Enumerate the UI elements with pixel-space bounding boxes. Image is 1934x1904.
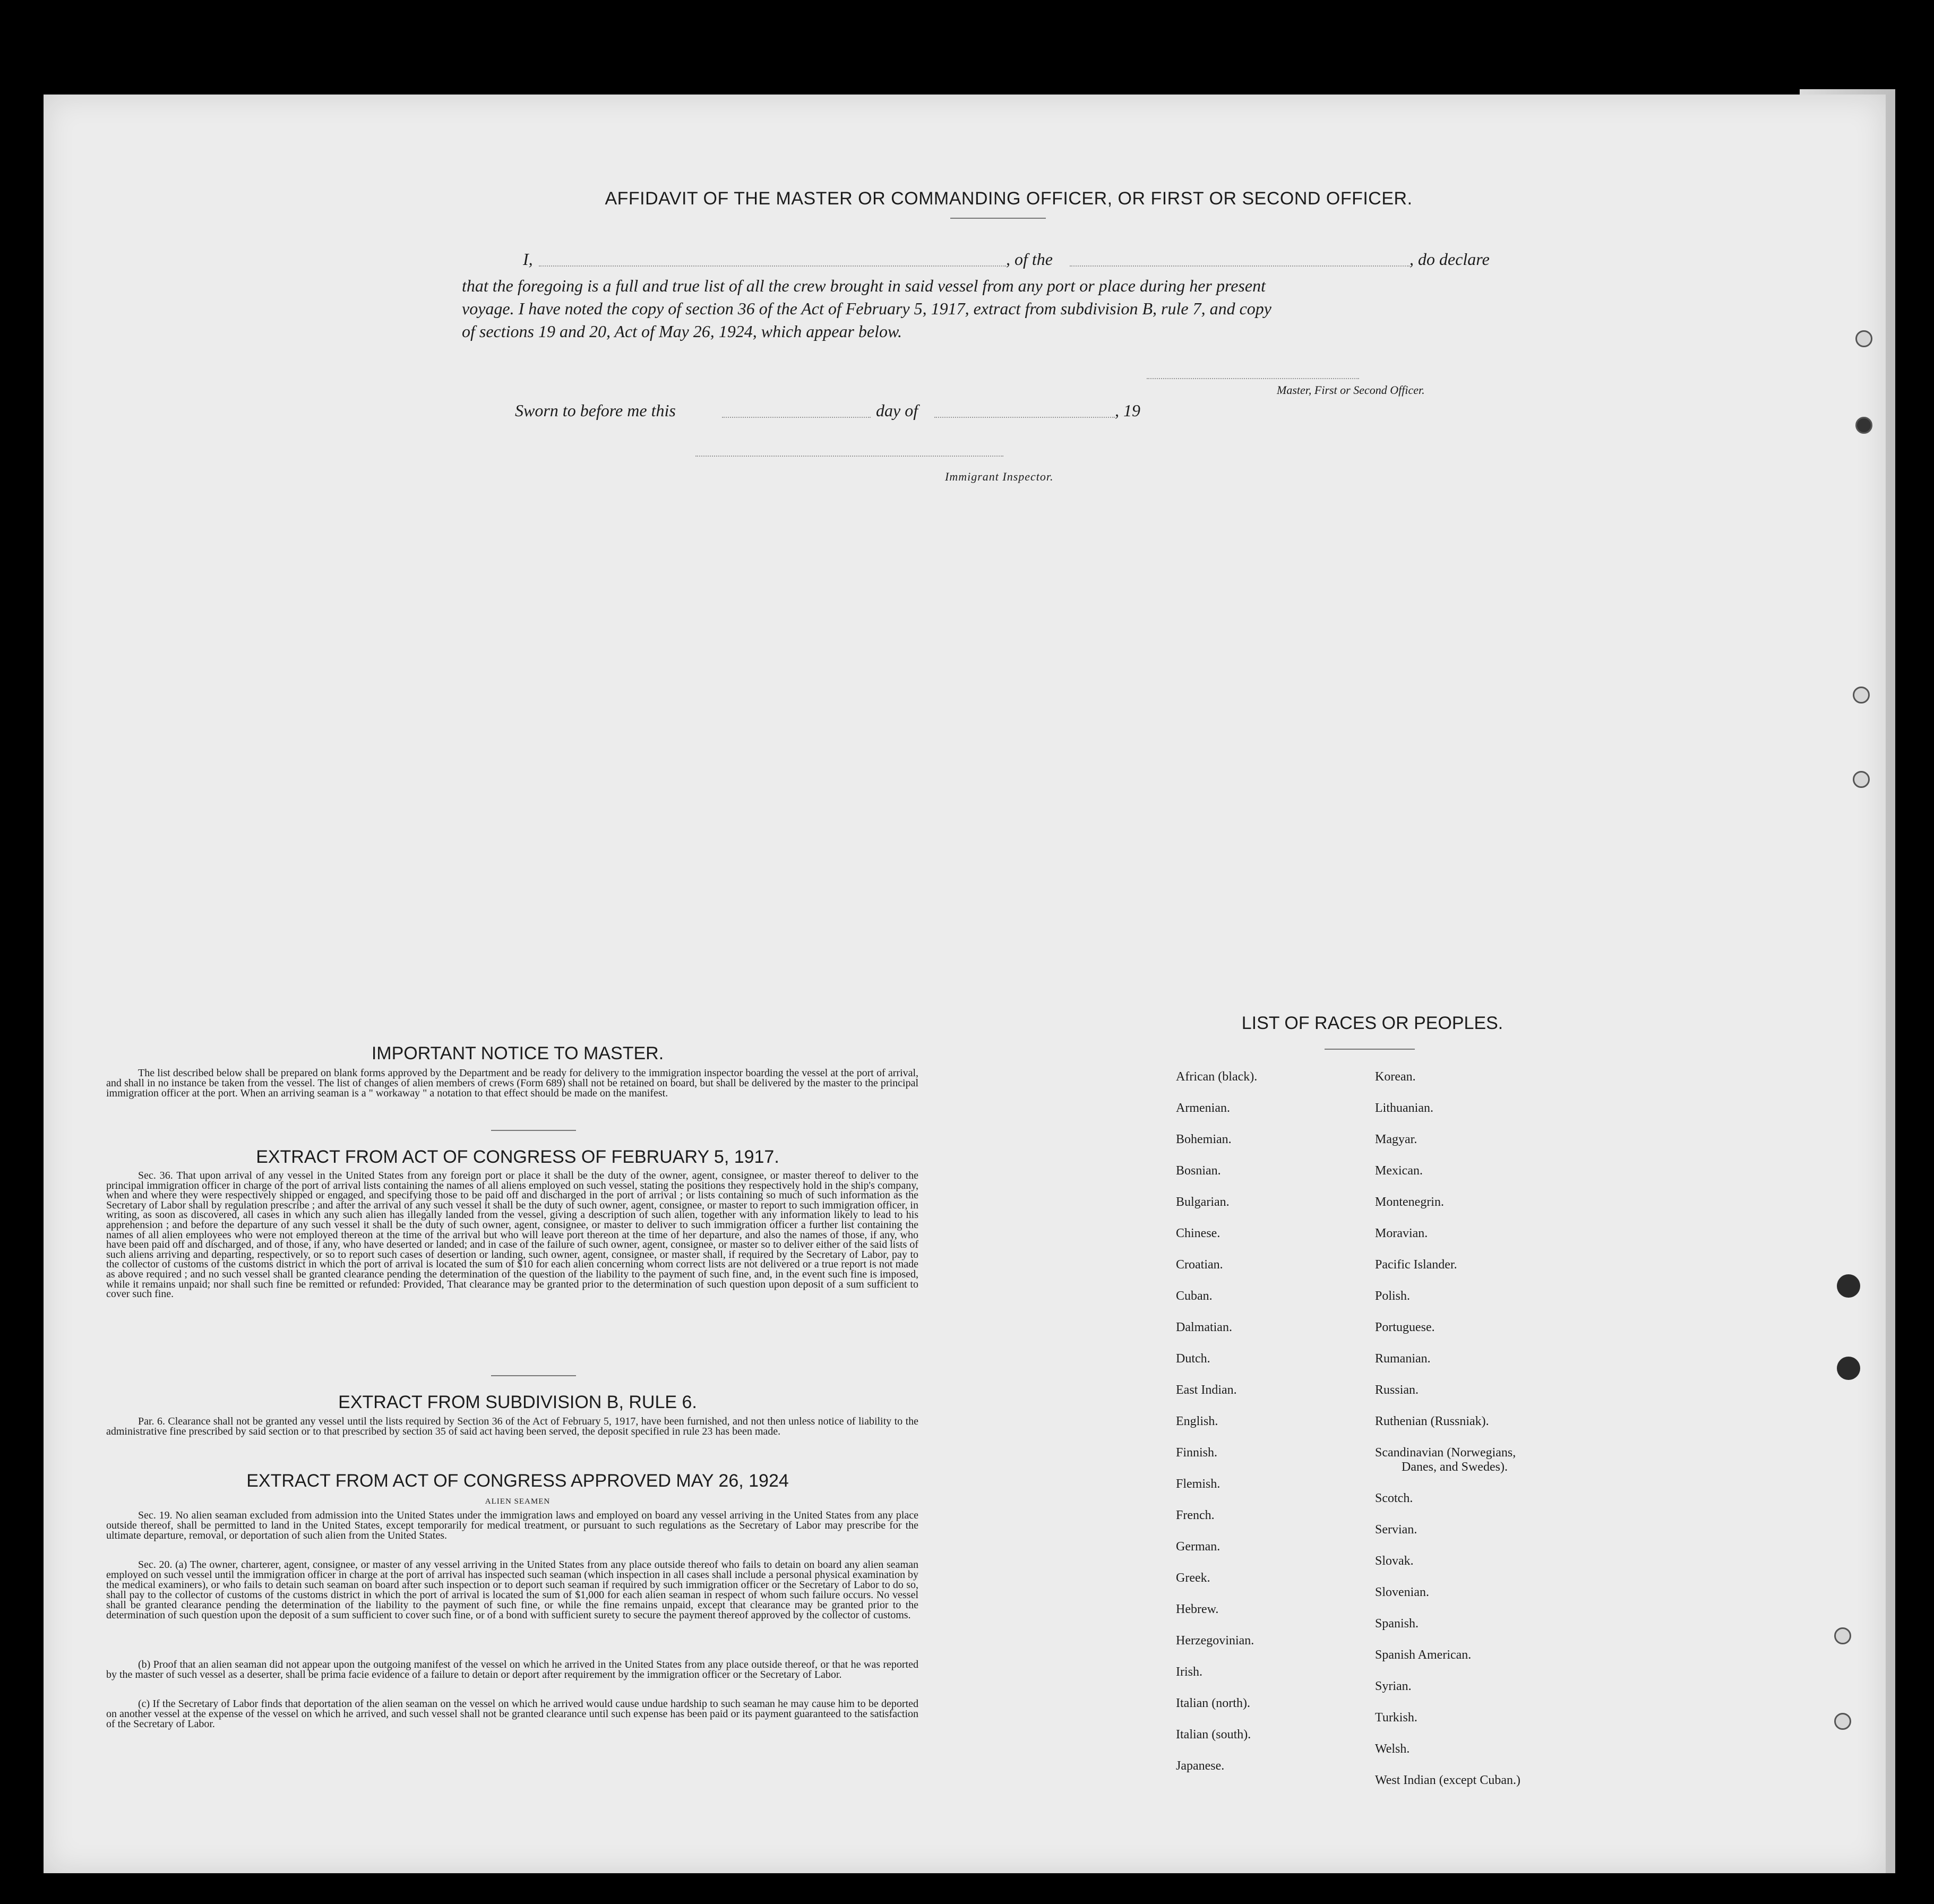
- race-item: English.: [1176, 1414, 1218, 1428]
- affidavit-do-declare: , do declare: [1409, 250, 1490, 269]
- race-item: Hebrew.: [1176, 1602, 1219, 1616]
- affidavit-line-3: voyage. I have noted the copy of section 36 of the Act of February 5, 1917, extract from subdivision B, rule 7, and copy: [462, 299, 1271, 318]
- sec-20a-body: Sec. 20. (a) The owner, charterer, agent, consignee, or master of any vessel arriving in the United States from any place outside thereof who fails to detain on board any alien seaman employed on such vessel until the immigration officer in charge at the port of arrival has inspected such seaman (which inspection in all cases shall include a personal physical examination by the medical examiners), or who fails to detain such seaman on board after such inspection or to deport such seaman if required by such immigration officer or the Secretary of Labor to do so, shall pay to the collector of customs of the customs district in which the port of arrival is located the sum of $1,000 for each alien seaman in respect of whom such failure occurs. No vessel shall be granted clearance pending the determination of the liability to the payment of such fine, or while the fine remains unpaid, except that clearance may be granted prior to the determination of such question upon the deposit of a sum sufficient to cover such fine, or of a bond with sufficient surety to secure the payment thereof approved by the collector of customs.: [106, 1559, 918, 1621]
- extract-1924-title: EXTRACT FROM ACT OF CONGRESS APPROVED MAY 26, 1924: [246, 1471, 789, 1491]
- races-divider: [1325, 1049, 1415, 1050]
- sec-20b-body: (b) Proof that an alien seaman did not appear upon the outgoing manifest of the vessel on which he arrived in the United States from any place outside thereof, or that he was reported by the master of such vessel as a deserter, shall be prima facie evidence of a failure to detain or deport after requirement by the immigration officer or the Secretary of Labor.: [106, 1659, 918, 1680]
- race-item: Polish.: [1375, 1289, 1411, 1303]
- race-item: Croatian.: [1176, 1258, 1223, 1272]
- month-blank[interactable]: [934, 417, 1115, 418]
- master-signature-line[interactable]: [1147, 378, 1359, 379]
- race-item: Servian.: [1375, 1522, 1417, 1537]
- sec-19-body: Sec. 19. No alien seaman excluded from admission into the United States under the immigration laws and employed on board any vessel arriving in the United States from any place outside thereof, shall be permitted to land in the United States, except temporarily for medical treatment, or pursuant to such regulations as the Secretary of Labor may prescribe for the ultimate departure, removal, or deportation of such alien from the United States.: [106, 1510, 918, 1541]
- race-item: African (black).: [1176, 1070, 1258, 1084]
- day-of-text: day of: [876, 401, 918, 420]
- race-item: Syrian.: [1375, 1679, 1412, 1693]
- race-item: Dalmatian.: [1176, 1320, 1232, 1334]
- affidavit-line-2: that the foregoing is a full and true list of all the crew brought in said vessel from any port or place during her present: [462, 276, 1266, 295]
- race-item: Japanese.: [1176, 1759, 1225, 1773]
- race-item: French.: [1176, 1508, 1215, 1522]
- year-text: , 19: [1115, 401, 1140, 420]
- race-item: Danes, and Swedes).: [1402, 1460, 1508, 1474]
- title-divider: [950, 218, 1046, 219]
- race-item: Rumanian.: [1375, 1352, 1431, 1366]
- race-item: Montenegrin.: [1375, 1195, 1444, 1209]
- name-blank[interactable]: [539, 265, 1006, 267]
- binder-hole: [1837, 1274, 1860, 1298]
- race-item: Ruthenian (Russniak).: [1375, 1414, 1489, 1428]
- race-item: Portuguese.: [1375, 1320, 1435, 1334]
- extract-1917-body: Sec. 36. That upon arrival of any vessel in the United States from any foreign port or place it shall be the duty of the owner, agent, consignee, or master thereof to deliver to the principal immigration officer in charge of the port of arrival lists containing the names of all aliens employed on such vessel, stating the positions they respectively hold in the ship's company, when and where they were respectively shipped or engaged, and specifying those to be paid off and discharged in the port of arrival ; or lists containing so much of such information as the Secretary of Labor shall by regulation prescribe ; and after the arrival of any such vessel it shall be the duty of such owner, agent, consignee, or master to report to such immigration officer, in writing, as soon as discovered, all cases in which any such alien has illegally landed from the vessel, giving a description of such alien, together with any information likely to lead to his apprehension ; and before the departure of any such vessel it shall be the duty of such owner, agent, consignee, or master to deliver to such immigration officer a further list containing the names of all alien employees who were not employed thereon at the time of the arrival but who will leave port thereon at the time of her departure, and also the names of those, if any, who have been paid off and discharged, and of those, if any, who have deserted or landed; and in case of the failure of such owner, agent, consignee, or master so to deliver either of the said lists of such aliens arriving and departing, respectively, or so to report such cases of desertion or landing, such owner, agent, consignee, or master shall, if required by the Secretary of Labor, pay to the collector of customs of the customs district in which the port of arrival is located the sum of $10 for each alien concerning whom correct lists are not delivered or a true report is not made as above required ; and no such vessel shall be granted clearance pending the determination of the question of the liability to the payment of such fine, and, in the event such fine is imposed, while it remains unpaid; nor shall such fine be remitted or refunded: Provided, That clearance may be granted prior to the determination of such question upon deposit of a sum sufficient to cover such fine.: [106, 1170, 918, 1300]
- binder-hole: [1853, 687, 1870, 704]
- affidavit-line-4: of sections 19 and 20, Act of May 26, 1924, which appear below.: [462, 322, 902, 341]
- binder-hole: [1855, 417, 1872, 434]
- race-item: Pacific Islander.: [1375, 1258, 1457, 1272]
- binder-hole: [1853, 771, 1870, 788]
- inspector-signature-line[interactable]: [695, 456, 1003, 457]
- race-item: Cuban.: [1176, 1289, 1213, 1303]
- race-item: Finnish.: [1176, 1446, 1218, 1460]
- binder-hole: [1855, 330, 1872, 347]
- race-item: Herzegovinian.: [1176, 1634, 1254, 1648]
- race-item: Bulgarian.: [1176, 1195, 1230, 1209]
- race-item: Spanish.: [1375, 1616, 1419, 1631]
- sworn-text: Sworn to before me this: [515, 401, 676, 420]
- race-item: Slovak.: [1375, 1554, 1414, 1568]
- binder-hole: [1834, 1713, 1851, 1730]
- race-item: Scandinavian (Norwegians,: [1375, 1446, 1516, 1460]
- race-item: Mexican.: [1375, 1164, 1423, 1178]
- notice-divider: [491, 1130, 576, 1131]
- races-title: LIST OF RACES OR PEOPLES.: [1241, 1013, 1503, 1033]
- notice-title: IMPORTANT NOTICE TO MASTER.: [371, 1043, 664, 1064]
- sec-20c-body: (c) If the Secretary of Labor finds that deportation of the alien seaman on the vessel on which he arrived would cause undue hardship to such seaman he may cause him to be deported on another vessel at the expense of the vessel on which he arrived, and such vessel shall not be granted clearance until such expense has been paid or its payment guaranteed to the satisfaction of the Secretary of Labor.: [106, 1698, 918, 1730]
- race-item: Moravian.: [1375, 1227, 1428, 1240]
- race-item: Italian (south).: [1176, 1728, 1251, 1742]
- affidavit-of-the: , of the: [1006, 250, 1053, 269]
- race-item: German.: [1176, 1540, 1220, 1554]
- race-item: Slovenian.: [1375, 1585, 1429, 1599]
- race-item: Greek.: [1176, 1571, 1210, 1585]
- race-item: Armenian.: [1176, 1101, 1230, 1115]
- extract-1917-title: EXTRACT FROM ACT OF CONGRESS OF FEBRUARY 5, 1917.: [256, 1147, 779, 1167]
- race-item: East Indian.: [1176, 1383, 1237, 1397]
- race-item: Irish.: [1176, 1665, 1202, 1679]
- race-item: Dutch.: [1176, 1352, 1210, 1366]
- race-item: Chinese.: [1176, 1227, 1220, 1240]
- race-item: Magyar.: [1375, 1133, 1417, 1146]
- race-item: Bohemian.: [1176, 1133, 1232, 1146]
- affidavit-title: AFFIDAVIT OF THE MASTER OR COMMANDING OFFICER, OR FIRST OR SECOND OFFICER.: [605, 188, 1413, 209]
- race-item: Flemish.: [1176, 1477, 1220, 1491]
- rule-6-body: Par. 6. Clearance shall not be granted any vessel until the lists required by Section 36 of the Act of February 5, 1917, have been furnished, and not then unless notice of liability to the administrative fine prescribed by said section or to that prescribed by section 35 of said act having been served, the deposit specified in rule 23 has been made.: [106, 1416, 918, 1437]
- race-item: Lithuanian.: [1375, 1101, 1433, 1115]
- race-item: Korean.: [1375, 1070, 1416, 1084]
- race-item: Welsh.: [1375, 1742, 1410, 1756]
- rule-6-title: EXTRACT FROM SUBDIVISION B, RULE 6.: [338, 1392, 697, 1412]
- race-item: West Indian (except Cuban.): [1375, 1773, 1520, 1787]
- day-blank[interactable]: [722, 417, 871, 418]
- binder-hole: [1837, 1357, 1860, 1380]
- vessel-blank[interactable]: [1070, 265, 1409, 267]
- race-item: Turkish.: [1375, 1710, 1417, 1725]
- race-item: Bosnian.: [1176, 1164, 1221, 1178]
- master-signature-label: Master, First or Second Officer.: [1277, 383, 1425, 397]
- extract-1924-subtitle: ALIEN SEAMEN: [485, 1497, 551, 1506]
- affidavit-i: I,: [523, 250, 533, 269]
- binder-hole: [1834, 1627, 1851, 1644]
- inspector-signature-label: Immigrant Inspector.: [945, 470, 1054, 483]
- race-item: Russian.: [1375, 1383, 1419, 1397]
- extract-1917-divider: [491, 1375, 576, 1376]
- notice-body: The list described below shall be prepared on blank forms approved by the Department and be ready for delivery to the immigration inspector boarding the vessel at the port of arrival, and shall in no instance be taken from the vessel. The list of changes of alien members of crews (Form 689) shall not be retained on board, but shall be delivered by the master to the principal immigration officer at the port. When an arriving seaman is a " workaway " a notation to that effect should be made on the manifest.: [106, 1067, 918, 1099]
- race-item: Scotch.: [1375, 1491, 1413, 1505]
- race-item: Spanish American.: [1375, 1648, 1472, 1662]
- race-item: Italian (north).: [1176, 1696, 1250, 1710]
